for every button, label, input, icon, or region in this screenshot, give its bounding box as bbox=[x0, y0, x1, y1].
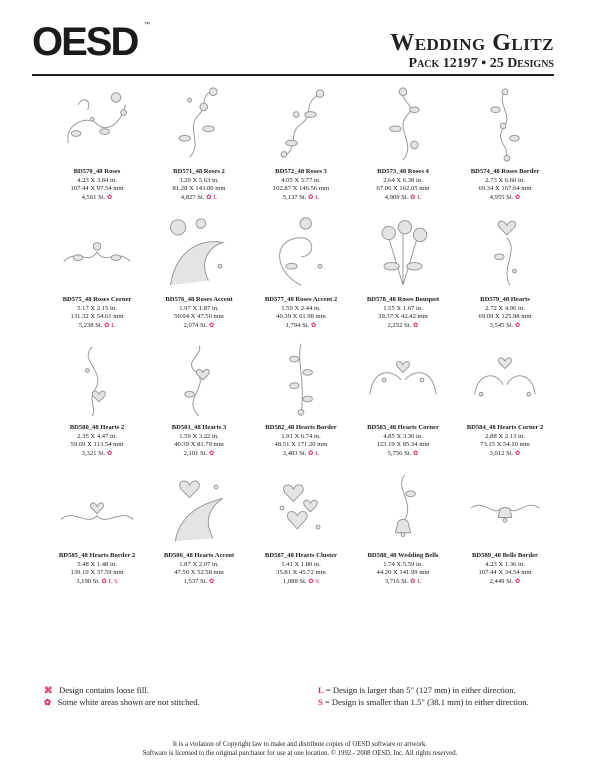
design-size-inches: 4.23 X 3.84 in. bbox=[77, 176, 117, 184]
design-marks: ✿ bbox=[310, 321, 317, 329]
design-caption bbox=[454, 168, 556, 202]
design-size-mm: 107.44 X 97.54 mm bbox=[70, 185, 124, 192]
design-caption bbox=[250, 552, 352, 586]
design-artwork bbox=[466, 470, 544, 546]
design-card bbox=[46, 340, 148, 467]
logo-text: OESD bbox=[32, 20, 138, 64]
design-size-inches: 2.64 X 6.38 in. bbox=[383, 176, 423, 184]
design-row bbox=[46, 468, 556, 595]
design-name: BD574_48 Roses Border bbox=[470, 168, 540, 175]
design-stitch-line bbox=[454, 194, 556, 203]
design-stitch-line bbox=[46, 450, 148, 459]
design-stitch-line bbox=[352, 322, 454, 331]
design-size-mm: 59.69 X 113.54 mm bbox=[70, 441, 124, 448]
design-size-mm: 69.09 X 125.98 mm bbox=[478, 313, 532, 320]
title-block bbox=[390, 30, 554, 72]
design-artwork bbox=[364, 214, 442, 290]
design-stitches: 4,909 St. bbox=[384, 193, 409, 201]
design-name: BD576_48 Roses Accent bbox=[165, 296, 233, 303]
design-size-mm: 47.50 X 52.58 mm bbox=[174, 569, 224, 576]
design-artwork bbox=[364, 86, 442, 162]
design-name: BD572_48 Roses 3 bbox=[275, 168, 327, 175]
design-stitches: 4,827 St. bbox=[180, 193, 205, 201]
design-size-inches: 2.88 X 2.13 in. bbox=[485, 432, 525, 440]
design-caption bbox=[148, 424, 250, 458]
design-size-inches: 4.85 X 3.36 in. bbox=[383, 432, 423, 440]
design-stitch-line bbox=[250, 194, 352, 203]
design-name: BD586_48 Hearts Accent bbox=[163, 552, 235, 559]
design-artwork bbox=[262, 214, 340, 290]
design-name: BD575_48 Roses Corner bbox=[62, 296, 132, 303]
design-stitches: 3,483 St. bbox=[282, 449, 307, 457]
design-name: BD573_48 Roses 4 bbox=[377, 168, 429, 175]
design-row bbox=[46, 84, 556, 211]
design-size-mm: 69.34 X 167.64 mm bbox=[478, 185, 532, 192]
design-size-mm: 102.87 X 146.56 mm bbox=[272, 185, 330, 192]
design-artwork bbox=[466, 214, 544, 290]
white-areas-text: Some white areas shown are not stitched. bbox=[57, 697, 200, 707]
design-stitch-line bbox=[352, 194, 454, 203]
design-stitches: 3,190 St. bbox=[76, 577, 100, 585]
design-caption bbox=[148, 168, 250, 202]
design-artwork bbox=[58, 470, 136, 546]
legend-small bbox=[318, 696, 529, 708]
design-marks: ✿ bbox=[106, 193, 113, 201]
design-size-mm: 50.04 X 47.50 mm bbox=[174, 313, 224, 320]
design-card bbox=[46, 84, 148, 211]
design-stitches: 1,794 St. bbox=[285, 321, 310, 329]
design-size-inches: 2.35 X 4.47 in. bbox=[77, 432, 117, 440]
design-size-mm: 139.19 X 37.59 mm bbox=[70, 569, 124, 576]
design-name: BD582_48 Hearts Border bbox=[265, 424, 337, 431]
design-caption bbox=[352, 552, 454, 586]
design-size-inches: 1.59 X 2.44 in. bbox=[281, 304, 321, 312]
design-caption bbox=[454, 424, 556, 458]
design-stitches: 2,252 St. bbox=[387, 321, 412, 329]
design-name: BD585_48 Hearts Border 2 bbox=[58, 552, 136, 559]
design-card bbox=[454, 468, 556, 595]
design-name: BD580_48 Hearts 2 bbox=[69, 424, 125, 431]
design-name: BD584_48 Hearts Corner 2 bbox=[466, 424, 544, 431]
design-stitches: 4,561 St. bbox=[81, 193, 106, 201]
design-marks: ✿ bbox=[514, 193, 521, 201]
flower-icon: ✿ bbox=[44, 697, 52, 707]
design-artwork bbox=[58, 342, 136, 418]
design-size-inches: 4.23 X 1.36 in. bbox=[485, 560, 525, 568]
design-caption bbox=[454, 296, 556, 330]
copyright-line-1: It is a violation of Copyright law to make and distribute copies of OESD software or artwork. bbox=[172, 741, 428, 748]
design-marks: ✿ bbox=[412, 449, 419, 457]
design-stitch-line bbox=[46, 194, 148, 203]
design-name: BD570_48 Roses bbox=[73, 168, 121, 175]
design-size-inches: 4.05 X 5.77 in. bbox=[281, 176, 321, 184]
design-marks: ✿ L bbox=[410, 193, 422, 201]
design-marks: ✿ bbox=[514, 321, 521, 329]
logo-trademark: ™ bbox=[144, 22, 150, 28]
design-caption bbox=[148, 296, 250, 330]
design-stitches: 5,137 St. bbox=[282, 193, 307, 201]
design-name: BD581_48 Hearts 3 bbox=[171, 424, 227, 431]
design-marks: ✿ bbox=[106, 449, 113, 457]
design-marks: ✿ bbox=[514, 577, 521, 585]
design-grid bbox=[46, 84, 556, 596]
design-stitch-line bbox=[352, 450, 454, 459]
page-subtitle: Pack 12197 • 25 Designs bbox=[408, 56, 554, 71]
design-artwork bbox=[262, 342, 340, 418]
design-stitch-line bbox=[46, 578, 148, 587]
design-name: BD583_48 Hearts Corner bbox=[367, 424, 439, 431]
design-row bbox=[46, 212, 556, 339]
design-size-mm: 131.32 X 54.61 mm bbox=[70, 313, 124, 320]
design-caption bbox=[454, 552, 556, 586]
loose-fill-text: Design contains loose fill. bbox=[59, 685, 149, 695]
design-size-inches: 1.97 X 1.87 in. bbox=[179, 304, 219, 312]
design-stitches: 3,716 St. bbox=[384, 577, 409, 585]
design-artwork bbox=[364, 470, 442, 546]
design-card bbox=[352, 84, 454, 211]
design-name: BD588_48 Wedding Bells bbox=[367, 552, 439, 559]
design-artwork bbox=[160, 342, 238, 418]
design-caption bbox=[250, 424, 352, 458]
design-caption bbox=[352, 168, 454, 202]
design-name: BD589_48 Bells Border bbox=[472, 552, 538, 559]
legend-sizes bbox=[318, 684, 529, 708]
design-marks: ✿ L bbox=[410, 577, 422, 585]
design-marks: ✿ L bbox=[206, 193, 218, 201]
design-stitch-line bbox=[148, 322, 250, 331]
design-size-inches: 1.55 X 1.67 in. bbox=[383, 304, 423, 312]
design-row bbox=[46, 340, 556, 467]
design-stitches: 5,756 St. bbox=[387, 449, 412, 457]
design-caption bbox=[46, 296, 148, 330]
large-text: = Design is larger than 5" (127 mm) in either direction. bbox=[323, 685, 516, 695]
design-size-mm: 35.81 X 45.72 mm bbox=[276, 569, 326, 576]
design-stitches: 1,088 St. bbox=[282, 577, 307, 585]
design-marks: ✿ bbox=[514, 449, 521, 457]
design-caption bbox=[250, 296, 352, 330]
design-name: BD571_48 Roses 2 bbox=[173, 168, 225, 175]
copyright-footer bbox=[0, 740, 600, 758]
design-artwork bbox=[364, 342, 442, 418]
design-stitch-line bbox=[148, 450, 250, 459]
design-stitches: 1,537 St. bbox=[183, 577, 208, 585]
design-stitches: 4,955 St. bbox=[489, 193, 514, 201]
design-size-inches: 1.59 X 3.22 in. bbox=[179, 432, 219, 440]
design-size-inches: 1.91 X 6.74 in. bbox=[281, 432, 321, 440]
legend-symbols bbox=[44, 684, 200, 708]
legend-large bbox=[318, 684, 529, 696]
design-stitch-line bbox=[250, 578, 352, 587]
design-card bbox=[148, 340, 250, 467]
design-artwork bbox=[466, 342, 544, 418]
design-stitch-line bbox=[352, 578, 454, 587]
design-artwork bbox=[160, 470, 238, 546]
design-card bbox=[46, 468, 148, 595]
design-size-inches: 5.48 X 1.48 in. bbox=[77, 560, 117, 568]
design-size-inches: 1.87 X 2.07 in. bbox=[179, 560, 219, 568]
design-size-mm: 107.44 X 34.54 mm bbox=[478, 569, 532, 576]
design-marks: ✿ L bbox=[104, 321, 116, 329]
design-stitches: 3,012 St. bbox=[489, 449, 514, 457]
design-size-mm: 44.20 X 141.99 mm bbox=[376, 569, 430, 576]
design-size-inches: 2.73 X 6.60 in. bbox=[485, 176, 525, 184]
design-card bbox=[454, 340, 556, 467]
design-stitches: 3,545 St. bbox=[489, 321, 514, 329]
design-marks: ✿ S bbox=[308, 577, 320, 585]
design-card bbox=[454, 212, 556, 339]
design-card bbox=[250, 340, 352, 467]
design-size-inches: 3.20 X 5.63 in. bbox=[179, 176, 219, 184]
small-text: = Design is smaller than 1.5" (38.1 mm) in either direction. bbox=[322, 697, 529, 707]
design-marks: ✿ bbox=[208, 577, 215, 585]
large-marker: L bbox=[318, 685, 324, 695]
design-marks: ✿ bbox=[208, 449, 215, 457]
design-artwork bbox=[262, 86, 340, 162]
design-caption bbox=[352, 296, 454, 330]
design-name: BD579_48 Hearts bbox=[480, 296, 530, 303]
small-marker: S bbox=[318, 697, 323, 707]
design-marks: ✿ bbox=[412, 321, 419, 329]
design-card bbox=[352, 340, 454, 467]
design-caption bbox=[148, 552, 250, 586]
design-name: BD578_48 Roses Bouquet bbox=[366, 296, 440, 303]
design-card bbox=[454, 84, 556, 211]
design-name: BD577_48 Roses Accent 2 bbox=[264, 296, 338, 303]
design-card bbox=[148, 212, 250, 339]
design-card bbox=[148, 468, 250, 595]
design-card bbox=[250, 468, 352, 595]
design-size-mm: 40.39 X 81.79 mm bbox=[174, 441, 224, 448]
design-caption bbox=[46, 552, 148, 586]
design-caption bbox=[46, 168, 148, 202]
design-artwork bbox=[262, 470, 340, 546]
design-card bbox=[352, 468, 454, 595]
page-title: Wedding Glitz bbox=[390, 30, 554, 56]
design-stitch-line bbox=[148, 194, 250, 203]
design-artwork bbox=[58, 214, 136, 290]
design-stitches: 3,321 St. bbox=[81, 449, 106, 457]
design-stitch-line bbox=[250, 450, 352, 459]
design-size-mm: 48.51 X 171.20 mm bbox=[274, 441, 328, 448]
design-size-mm: 40.39 X 61.98 mm bbox=[276, 313, 326, 320]
copyright-line-2: Software is licensed to the original purchaser for use at one location. © 1992 - 2008 OESD, Inc. All rights reserved. bbox=[142, 750, 458, 757]
design-stitch-line bbox=[454, 322, 556, 331]
design-size-mm: 39.37 X 42.42 mm bbox=[378, 313, 428, 320]
design-size-inches: 1.41 X 1.80 in. bbox=[281, 560, 321, 568]
design-stitches: 5,238 St. bbox=[78, 321, 103, 329]
header-rule bbox=[32, 74, 554, 76]
design-artwork bbox=[58, 86, 136, 162]
design-caption bbox=[352, 424, 454, 458]
loose-fill-icon: ⌘ bbox=[44, 685, 53, 695]
design-marks: ✿ L S bbox=[101, 577, 118, 585]
oesd-logo bbox=[32, 20, 150, 64]
design-stitches: 2,101 St. bbox=[183, 449, 208, 457]
design-name: BD587_48 Hearts Cluster bbox=[264, 552, 338, 559]
design-card bbox=[46, 212, 148, 339]
design-size-inches: 5.17 X 2.15 in. bbox=[77, 304, 117, 312]
design-card bbox=[148, 84, 250, 211]
design-artwork bbox=[466, 86, 544, 162]
design-stitch-line bbox=[454, 578, 556, 587]
design-size-mm: 81.28 X 143.00 mm bbox=[172, 185, 226, 192]
design-artwork bbox=[160, 86, 238, 162]
design-card bbox=[250, 84, 352, 211]
design-card bbox=[352, 212, 454, 339]
design-caption bbox=[250, 168, 352, 202]
design-stitches: 2,449 St. bbox=[489, 577, 514, 585]
design-stitch-line bbox=[250, 322, 352, 331]
legend-loose-fill bbox=[44, 684, 200, 696]
design-artwork bbox=[160, 214, 238, 290]
design-size-mm: 67.06 X 162.05 mm bbox=[376, 185, 430, 192]
design-size-mm: 123.19 X 85.34 mm bbox=[376, 441, 430, 448]
design-stitches: 2,074 St. bbox=[183, 321, 208, 329]
design-stitch-line bbox=[46, 322, 148, 331]
design-marks: ✿ L bbox=[308, 449, 320, 457]
design-caption bbox=[46, 424, 148, 458]
legend-white-areas bbox=[44, 696, 200, 708]
design-stitch-line bbox=[454, 450, 556, 459]
design-size-mm: 73.15 X 54.10 mm bbox=[480, 441, 530, 448]
design-card bbox=[250, 212, 352, 339]
design-size-inches: 2.72 X 4.96 in. bbox=[485, 304, 525, 312]
design-size-inches: 1.74 X 5.59 in. bbox=[383, 560, 423, 568]
design-marks: ✿ L bbox=[308, 193, 320, 201]
design-stitch-line bbox=[148, 578, 250, 587]
design-marks: ✿ bbox=[208, 321, 215, 329]
